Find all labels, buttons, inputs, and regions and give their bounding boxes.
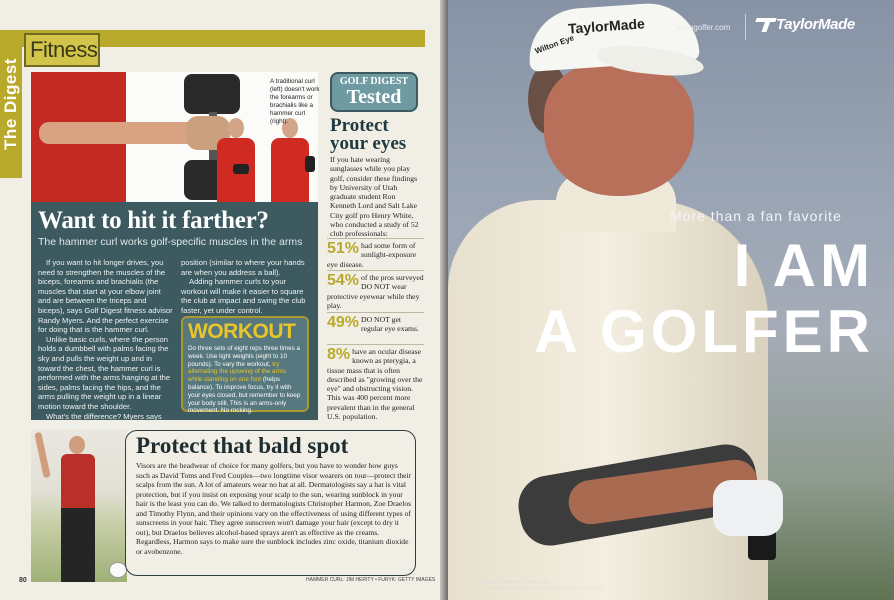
side-tab	[0, 30, 22, 178]
face	[544, 62, 694, 196]
article-headline: Want to hit it farther?	[38, 207, 269, 234]
hammer-curl-figure	[265, 118, 315, 202]
photo-caption: A traditional curl (left) doesn't work the forearms or brachialis like a hammer curl (right).	[270, 78, 320, 125]
article-body-col1	[38, 258, 174, 431]
ad-headline-line1: I AM	[733, 232, 874, 299]
paragraph: What's the difference? Myers says the hammer curl starts in a natural golf	[38, 411, 168, 431]
sidebar-title: Protect your eyes	[330, 115, 407, 154]
gutter	[440, 0, 448, 600]
editorial-page	[0, 0, 440, 600]
paragraph: Adding hammer curls to your workout will make it easier to square the club at impact and swing the club faster, yet under control.	[181, 277, 306, 315]
stat-item: 51% had some form of sunlight-exposure eye disease.	[327, 238, 424, 269]
cap-logo: TaylorMade	[567, 15, 646, 37]
traditional-curl-figure	[211, 118, 261, 202]
side-tab-label: The Digest	[1, 58, 20, 150]
stat-item: 54% of the pros surveyed DO NOT wear protective eyewear while they play.	[327, 272, 424, 310]
ad-url[interactable]: iamagolfer.com	[676, 23, 731, 32]
divider	[745, 14, 746, 40]
article-body-col2	[181, 258, 311, 316]
ad-headline-line2: A GOLFER	[534, 298, 874, 365]
badge-top: GOLF DIGEST	[339, 76, 409, 87]
badge-bottom: Tested	[346, 86, 402, 108]
workout-title: WORKOUT	[188, 320, 296, 343]
cap-side-logo: Wilton Eye	[533, 33, 576, 56]
taylormade-t-icon	[756, 15, 776, 33]
glove	[713, 480, 783, 536]
ad-fine-print: © 2006 Taylor Made Golf Company, Inc. I AM A GOLFER is a trademark of Taylor Made Golf Company, Inc.	[471, 579, 604, 590]
golfer-photo	[31, 430, 127, 582]
section-label: Fitness	[24, 33, 100, 67]
bald-spot-title: Protect that bald spot	[136, 433, 349, 458]
forearm	[39, 122, 199, 144]
stat-item: 8% have an ocular disease known as pterygia, a tissue mass that is often described as "growing over the eye" and obstructing vision. This was 400 percent more prevalent than in the general U.S. population.	[327, 346, 423, 422]
paragraph: position (similar to where your hands are when you address a ball).	[181, 258, 305, 277]
dumbbell-icon	[184, 74, 240, 114]
photo-credits: HAMMER CURL: JIM HERITY • FURYK: GETTY IMAGES	[306, 577, 436, 583]
bald-spot-body: Visors are the headwear of choice for many golfers, but you have to wonder how guys such as David Toms and Fred Couples—two longtime visor wearers on tour—protect their scalps from the sun. A lot of amateurs wear no hat at all. Dermatologists say a hat is vital protection, but if you insist on exposing your scalp to the sun, wearing sunblock in your hair is the least you can do. We talked to dermatologists Christopher Harmon, Zoe Draelos and Timothy Flynn, and their opinions vary on the effectiveness of using different types of sunscreens in your hair. They agree sunscreen won't damage your hair (except to dry it out), but Draelos believes alcohol-based sprays aren't as effective as the creams. Regardless, Harmon says to make sure the sunblock includes zinc oxide, titanium dioxide or avobenzone.	[136, 461, 412, 556]
brand-name: TaylorMade	[776, 15, 855, 33]
article-subhead: The hammer curl works golf-specific muscles in the arms	[38, 236, 303, 248]
golf-digest-tested-badge	[330, 72, 418, 112]
taylormade-ad	[448, 0, 894, 600]
shirt	[448, 200, 768, 600]
ad-tagline: More than a fan favorite	[670, 208, 842, 224]
stat-item: 49% DO NOT get regular eye exams.	[327, 312, 424, 334]
paragraph: If you want to hit longer drives, you need to strengthen the muscles of the biceps, forearms and brachialis (the muscles that start at your elbow joint and are between the triceps and biceps), says Golf Digest fitness advisor Randy Myers. And the perfect exercise for doing that is the hammer curl.	[38, 258, 173, 335]
workout-box	[181, 316, 309, 415]
taylormade-logo	[756, 15, 855, 33]
workout-text: Do three sets of eight reps three times a week. Use light weights (eight to 10 pounds). To vary the workout, try alternating the upswing of the arms while standing on one foot (helps balance). To improve focus, try it with your eyes closed, but remember to keep your body still. This is an arms-only movement. No rocking.	[188, 345, 301, 415]
sidebar-intro: If you hate wearing sunglasses while you play golf, consider these findings by University of Utah graduate student Ron Kenneth Lord and Salt Lake City golf pro Henry White, who conducted a study of 52 club professionals:	[330, 155, 419, 239]
page-number: 80	[19, 577, 27, 584]
paragraph: Unlike basic curls, where the person holds a dumbbell with palms facing the sky and pulls the weight up and in toward the chest, the hammer curl is performed with the arms hanging at the sides, palms facing the hips, and the arms pulling the weight up in a linear motion toward the shoulder.	[38, 334, 171, 411]
